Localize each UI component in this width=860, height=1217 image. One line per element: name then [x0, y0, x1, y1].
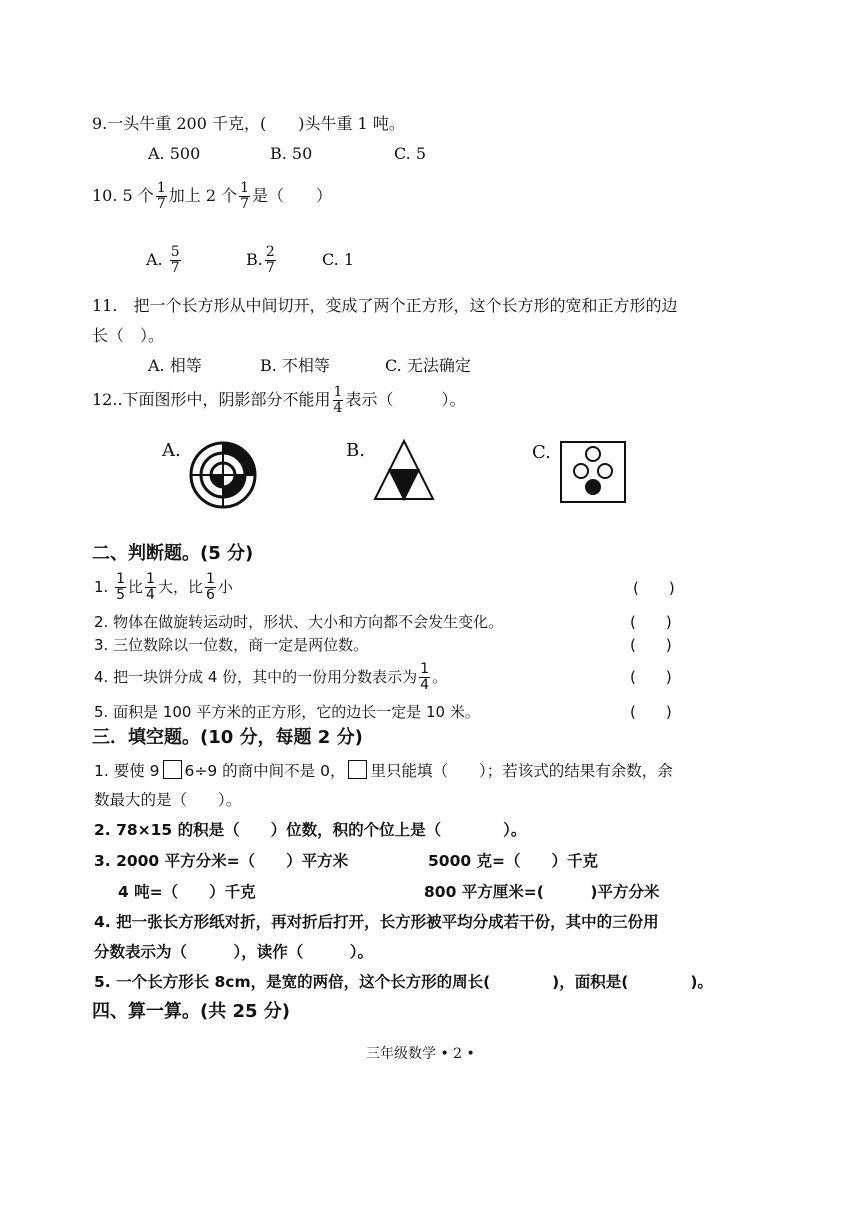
fill-q3-d: 800 平方厘米=( )平方分米: [424, 883, 660, 901]
judge-q4-answer: ( ): [630, 668, 672, 686]
choice-q9-option-b: B. 50: [270, 144, 313, 163]
section-title-fill: 三．填空题。(10 分，每题 2 分): [92, 727, 363, 748]
fill-q4-line1: 4. 把一张长方形纸对折，再对折后打开，长方形被平均分成若干份，其中的三份用: [94, 913, 659, 931]
fraction: $\frac{1}{7}$: [240, 180, 250, 212]
choice-q10-option-b: B. $\frac{2}{7}$: [246, 244, 275, 276]
fill-q2: 2. 78×15 的积是（ ）位数，积的个位上是（ ）。: [94, 821, 527, 839]
choice-q11-line1: 11. 把一个长方形从中间切开，变成了两个正方形，这个长方形的宽和正方形的边: [92, 296, 678, 315]
fraction: $\frac{1}{4}$: [333, 384, 343, 416]
choice-q11-option-a: A. 相等: [148, 356, 202, 375]
figure-c-circles-icon: [560, 441, 626, 503]
fill-q5: 5. 一个长方形长 8cm，是宽的两倍，这个长方形的周长( )，面积是( )。: [94, 973, 713, 991]
section-title-judge: 二、判断题。(5 分): [92, 543, 254, 564]
choice-q9-option-a: A. 500: [148, 144, 201, 163]
fill-q3-b: 5000 克=（ ）千克: [428, 852, 599, 870]
choice-q10: 10. 5 个 $\frac{1}{7}$ 加上 2 个 $\frac{1}{7}$ 是（ ）: [92, 180, 333, 212]
blank-box: [348, 760, 367, 779]
choice-q11-option-b: B. 不相等: [260, 356, 330, 375]
choice-q10-option-c: C. 1: [322, 250, 355, 269]
page-footer: 三年级数学 • 2 •: [366, 1046, 475, 1062]
judge-q4: 4. 把一块饼分成 4 份，其中的一份用分数表示为 $\frac{1}{4}$ 。: [94, 661, 448, 693]
figure-b-triangle-icon: [372, 438, 436, 502]
blank-box: [163, 760, 182, 779]
figure-b-label: B.: [346, 440, 365, 461]
fill-q3-a: 3. 2000 平方分米=（ ）平方米: [94, 852, 349, 870]
judge-q1-answer: ( ): [633, 579, 675, 597]
choice-q10-option-a: A. $\frac{5}{7}$: [146, 244, 180, 276]
judge-q5-answer: ( ): [630, 703, 672, 721]
judge-q3: 3. 三位数除以一位数，商一定是两位数。: [94, 636, 369, 654]
section-title-calc: 四、算一算。(共 25 分): [92, 1001, 291, 1022]
fill-q1-line1: 1. 要使 9 6÷9 的商中间不是 0， 里只能填（ ）；若该式的结果有余数，余: [94, 762, 673, 780]
judge-q5: 5. 面积是 100 平方米的正方形，它的边长一定是 10 米。: [94, 703, 480, 721]
choice-q11-option-c: C. 无法确定: [385, 356, 471, 375]
choice-q11-line2: 长（ ）。: [92, 326, 165, 345]
judge-q3-answer: ( ): [630, 636, 672, 654]
fill-q1-line2: 数最大的是（ ）。: [94, 791, 242, 809]
choice-q9-option-c: C. 5: [394, 144, 427, 163]
fill-q4-line2: 分数表示为（ ），读作（ ）。: [94, 943, 374, 961]
figure-a-label: A.: [162, 440, 181, 461]
judge-q2-answer: ( ): [630, 613, 672, 631]
fill-q3-c: 4 吨=（ ）千克: [118, 883, 256, 901]
judge-q2: 2. 物体在做旋转运动时，形状、大小和方向都不会发生变化。: [94, 613, 504, 631]
judge-q1: 1. $\frac{1}{5}$ 比 $\frac{1}{4}$ 大，比 $\frac{1}{6}$ 小: [94, 571, 233, 603]
fraction: $\frac{1}{7}$: [156, 180, 166, 212]
figure-a-target-icon: [188, 440, 258, 510]
figure-c-label: C.: [532, 442, 551, 463]
choice-q12: 12..下面图形中，阴影部分不能用 $\frac{1}{4}$ 表示（ ）。: [92, 384, 466, 416]
choice-q9: 9.一头牛重 200 千克，( )头牛重 1 吨。: [92, 114, 405, 133]
